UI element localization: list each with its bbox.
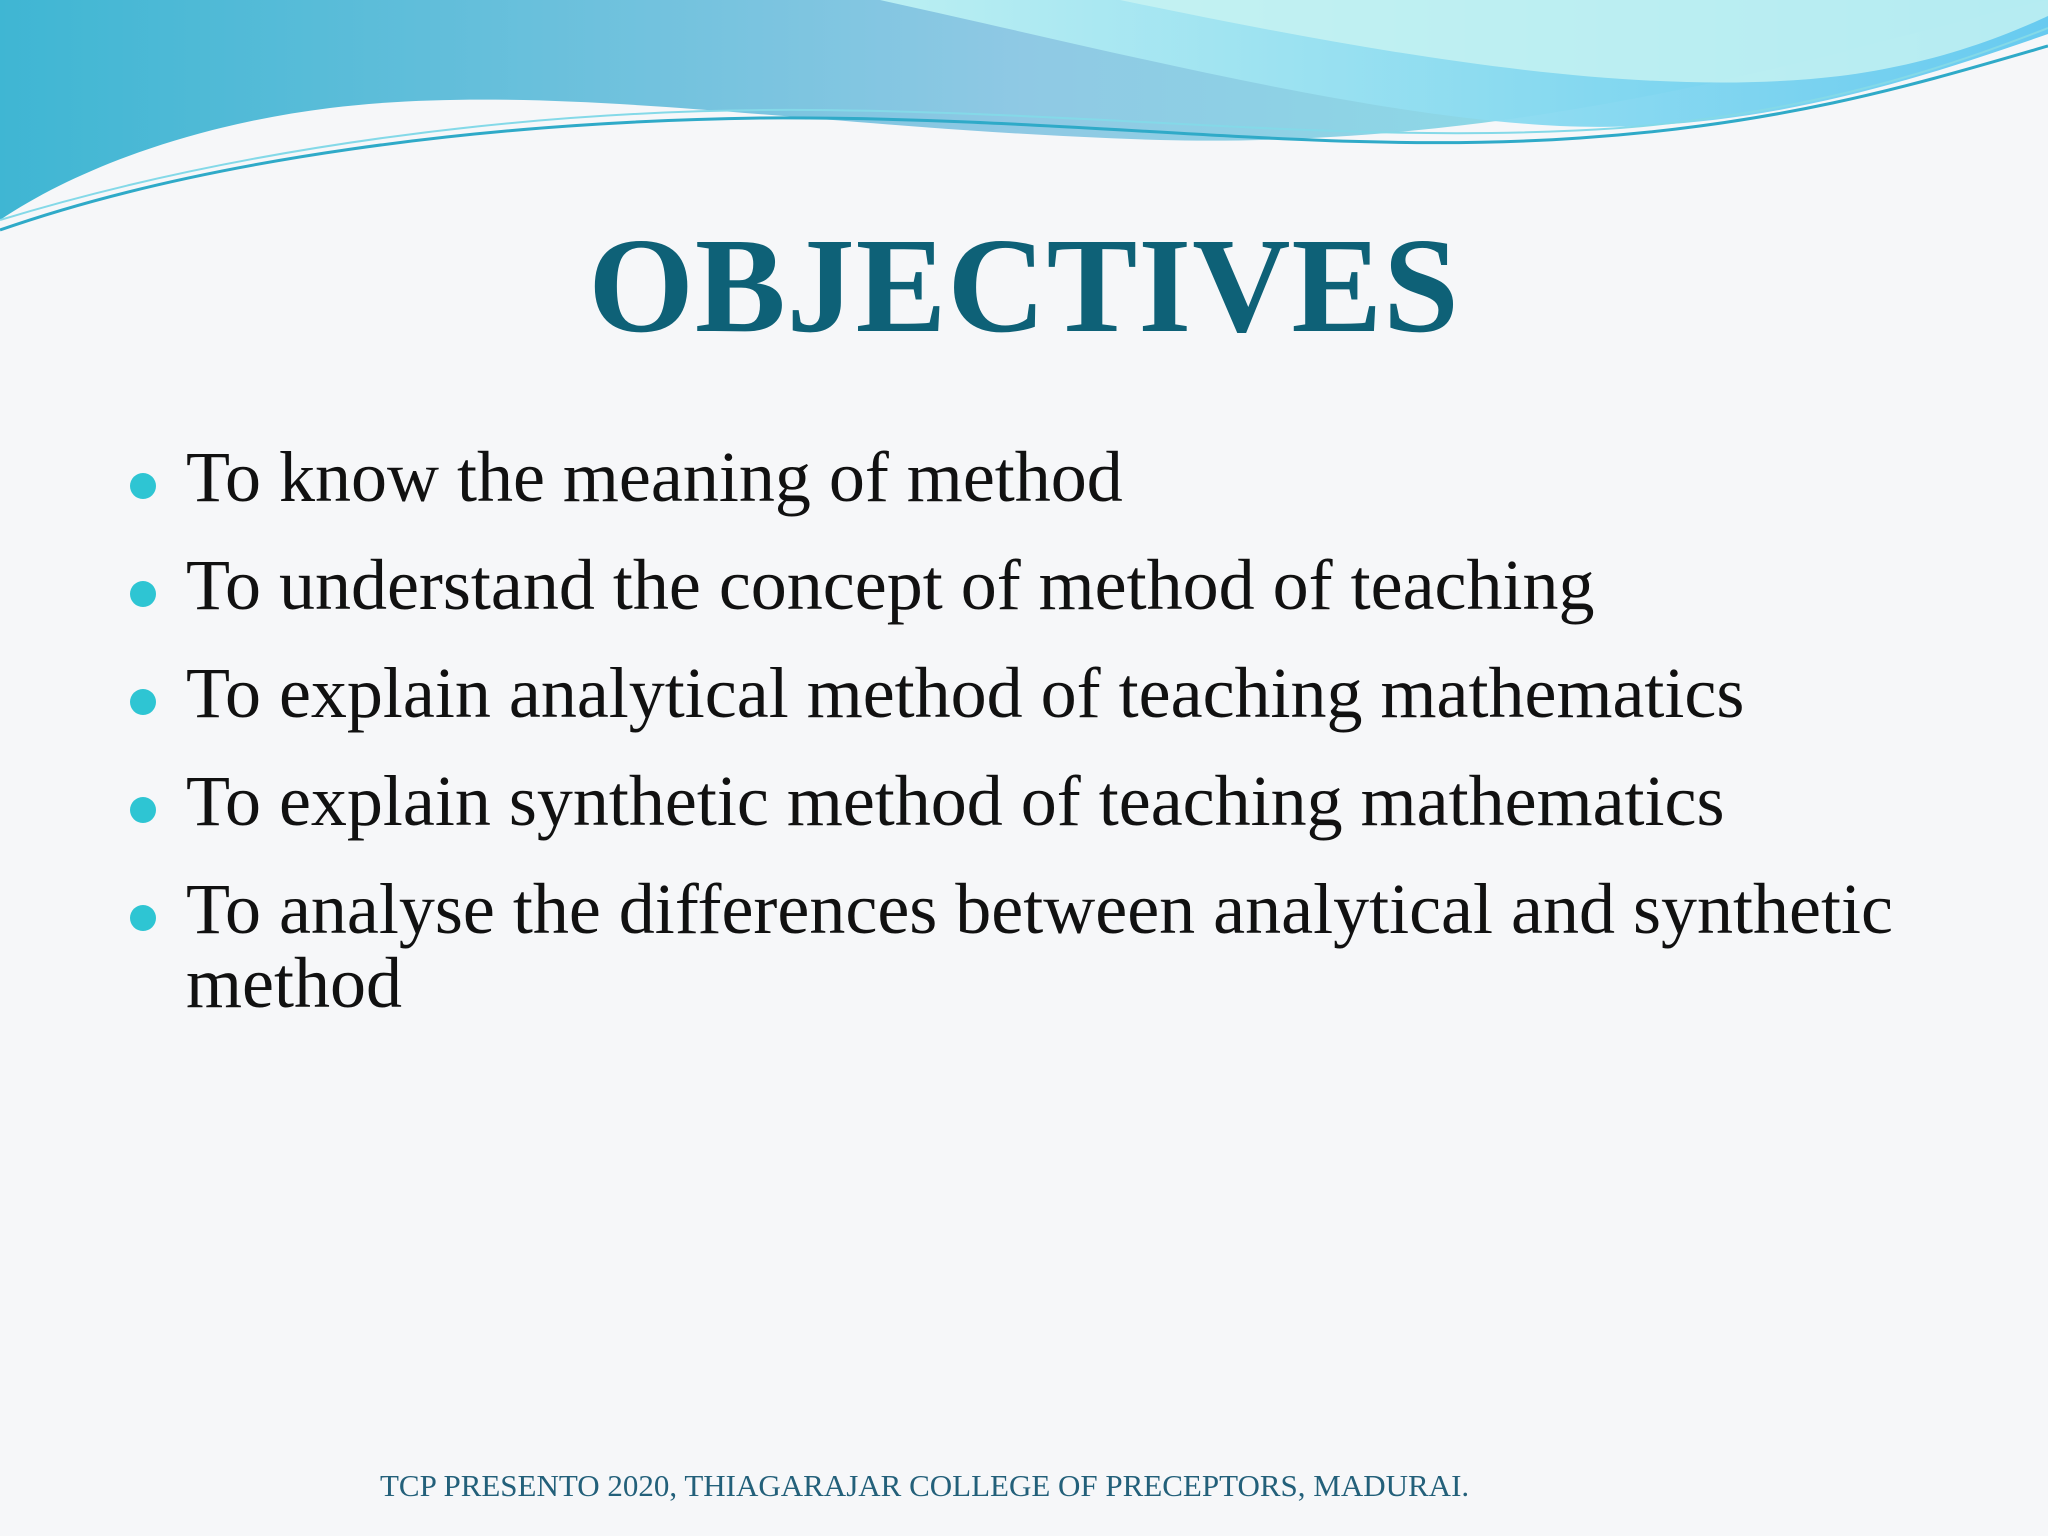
- bullet-icon: [130, 581, 156, 607]
- objective-text: To understand the concept of method of teaching: [186, 545, 1595, 625]
- objective-text: To explain analytical method of teaching mathematics: [186, 653, 1745, 733]
- wave-header-decoration: [0, 0, 2048, 240]
- list-item: [130, 437, 1950, 517]
- list-item: [130, 869, 1950, 1023]
- bullet-icon: [130, 473, 156, 499]
- list-item: [130, 653, 1950, 733]
- slide-title: OBJECTIVES: [588, 211, 1460, 361]
- objectives-list: [130, 437, 1950, 1054]
- objective-text: To analyse the differences between analytical and synthetic method: [186, 869, 1893, 1023]
- objective-text: To know the meaning of method: [186, 437, 1123, 517]
- bullet-icon: [130, 689, 156, 715]
- footer-text: TCP PRESENTO 2020, THIAGARAJAR COLLEGE OF PRECEPTORS, MADURAI.: [380, 1468, 1470, 1503]
- objective-text: To explain synthetic method of teaching mathematics: [186, 761, 1725, 841]
- list-item: [130, 545, 1950, 625]
- bullet-icon: [130, 905, 156, 931]
- list-item: [130, 761, 1950, 841]
- bullet-icon: [130, 797, 156, 823]
